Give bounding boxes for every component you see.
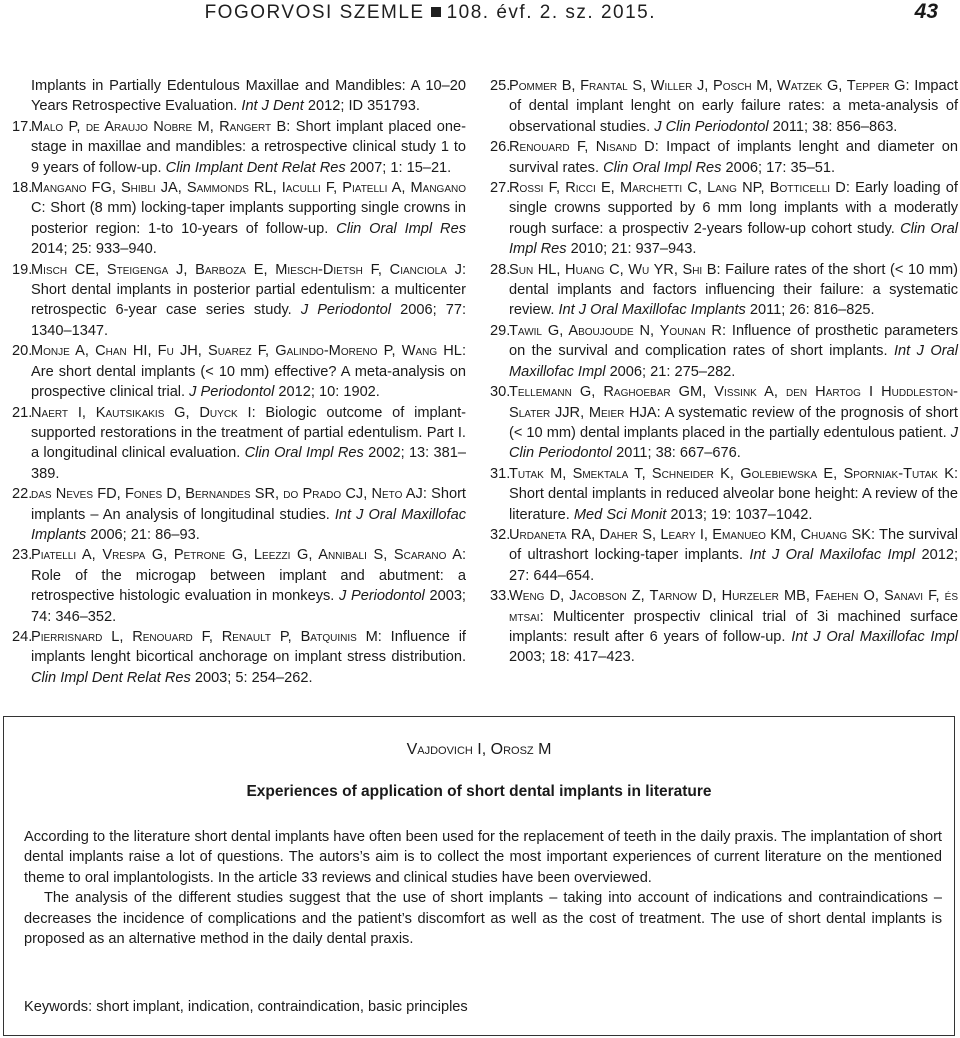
reference-citation: 2010; 21: 937–943. (566, 241, 697, 258)
reference-authors: Malo P, de Araujo Nobre M, Rangert B (31, 118, 287, 135)
reference-item (12, 178, 466, 260)
reference-citation: 2006; 21: 86–93. (86, 526, 200, 543)
reference-text (509, 260, 958, 321)
reference-journal: Clin Oral Impl Res (509, 220, 958, 258)
reference-citation: 2014; 25: 933–940. (31, 241, 157, 258)
reference-text (509, 382, 958, 464)
reference-item (12, 117, 466, 178)
keywords-list: short implant, indication, contraindication, basic principles (96, 999, 468, 1015)
reference-journal: J Periodontol (339, 588, 425, 605)
journal-name: FOGORVOSI SZEMLE (204, 2, 425, 23)
reference-authors: Pierrisnard L, Renouard F, Renault P, Batquinis M (31, 628, 378, 645)
reference-item (490, 260, 958, 321)
reference-authors: Tutak M, Smektala T, Schneider K, Golebiewska E, Sporniak-Tutak K (509, 465, 954, 482)
reference-citation: 2011; 38: 856–863. (768, 118, 898, 135)
reference-number: 26. (490, 139, 511, 156)
reference-title: : Short dental implants in reduced alveolar bone height: A review of the literature. (509, 465, 958, 523)
reference-text (31, 403, 466, 485)
reference-title: : Influence if implants lenght bicortical anchorage on implant stress distribution. (31, 628, 466, 666)
keywords-label: Keywords: (24, 999, 93, 1015)
reference-authors: Urdaneta RA, Daher S, Leary I, Emanueo KM, Chuang SK (509, 526, 871, 543)
running-head (205, 2, 656, 24)
reference-item (490, 586, 958, 668)
reference-citation: 2003; 5: 254–262. (190, 669, 313, 686)
reference-journal: Int J Oral Maxillofac Impl (791, 628, 958, 645)
reference-title: : Impact of dental implant lenght on early failure rates: a meta-analysis of observational studies. (509, 78, 958, 135)
reference-text (509, 464, 958, 525)
reference-citation: 2013; 19: 1037–1042. (666, 506, 813, 523)
reference-citation: 2003; 18: 417–423. (509, 649, 635, 666)
reference-item (490, 137, 958, 178)
reference-title: : Short implants – An analysis of longitudinal studies. (31, 486, 466, 523)
reference-authors: Tawil G, Aboujoude N, Younan R (509, 322, 722, 339)
reference-title: : Influence of prosthetic parameters on the survival and complication rates of short implants. (509, 322, 958, 360)
reference-title: : Are short dental implants (< 10 mm) effective? A meta-analysis on prospective clinical trial. (31, 343, 466, 401)
reference-text (509, 76, 958, 137)
reference-item (12, 545, 466, 627)
reference-authors: Sun HL, Huang C, Wu YR, Shi B (509, 261, 717, 278)
reference-number: 23. (12, 547, 33, 564)
reference-number: 19. (12, 261, 33, 278)
reference-number: 29. (490, 322, 511, 339)
reference-journal: J Clin Periodontol (509, 424, 959, 462)
reference-item (12, 403, 466, 485)
reference-journal: Int J Oral Maxillofac Implants (558, 302, 746, 319)
reference-journal: J Periodontol (300, 302, 392, 319)
reference-number: 30. (490, 384, 511, 401)
reference-text (31, 260, 466, 342)
reference-authors: Weng D, Jacobson Z, Tarnow D, Hurzeler MB, Faehen O, Sanavi F, és mtsai (509, 588, 958, 625)
reference-journal: J Clin Periodontol (654, 118, 769, 135)
reference-citation: 2006; 77: 1340–1347. (31, 302, 466, 339)
reference-item (12, 484, 466, 545)
issue-info: 108. évf. 2. sz. 2015. (446, 2, 656, 23)
reference-text (31, 178, 466, 260)
reference-text (31, 341, 466, 402)
reference-item (490, 321, 958, 382)
reference-text (509, 525, 958, 586)
reference-journal: Clin Impl Dent Relat Res (31, 669, 191, 686)
reference-authors: Misch CE, Steigenga J, Barboza E, Miesch-Dietsh F, Cianciola J (31, 261, 462, 278)
reference-authors: Tellemann G, Raghoebar GM, Vissink A, den Hartog I Huddleston-Slater JJR, Meier HJA (509, 384, 958, 421)
reference-authors: Monje A, Chan HI, Fu JH, Suarez F, Galindo-Moreno P, Wang HL (31, 343, 462, 360)
square-bullet-icon (431, 7, 441, 17)
reference-text (509, 137, 958, 178)
reference-journal: Clin Oral Impl Res (603, 159, 722, 176)
reference-journal: J Periodontol (189, 384, 275, 401)
reference-item (490, 464, 958, 525)
reference-title: : Impact of implants lenght and diameter on survival rates. (509, 139, 958, 176)
reference-title: : Short implant placed one-stage in maxillae and mandibles: a retrospective clinical study 1 to 9 years of follow-up. (31, 118, 466, 176)
reference-citation: 2006; 21: 275–282. (605, 363, 736, 380)
abstract-body (24, 827, 942, 949)
reference-authors: das Neves FD, Fones D, Bernandes SR, do Prado CJ, Neto AJ (31, 486, 423, 503)
reference-citation: 2002; 13: 381–389. (31, 445, 467, 482)
reference-citation: 2011; 26: 816–825. (745, 302, 875, 319)
reference-number: 17. (12, 118, 33, 135)
reference-authors: Naert I, Kautsikakis G, Duyck I (31, 404, 252, 421)
reference-journal: Clin Oral Impl Res (336, 220, 466, 237)
page-header (0, 0, 960, 30)
reference-item (490, 525, 958, 586)
reference-title: : The survival of ultrashort locking-taper implants. (509, 526, 958, 564)
reference-citation: 2003; 74: 346–352. (31, 588, 466, 625)
english-abstract (3, 716, 955, 1036)
reference-journal: Clin Implant Dent Relat Res (165, 159, 346, 176)
reference-text (31, 117, 466, 178)
reference-text (31, 484, 466, 545)
keywords (24, 999, 468, 1015)
reference-authors: Mangano FG, Shibli JA, Sammonds RL, Iaculli F, Piatelli A, Mangano C (31, 180, 466, 217)
reference-journal: Int J Oral Maxilofac Impl (749, 547, 916, 564)
reference-number: 24. (12, 628, 33, 645)
reference-number: 33. (490, 588, 511, 605)
reference-number: 20. (12, 343, 33, 360)
reference-title: : Multicenter prospectiv clinical trial of 3i machined surface implants: result after 6 years of follow-up. (509, 608, 958, 645)
reference-authors: Pommer B, Frantal S, Willer J, Posch M, Watzek G, Tepper G (509, 78, 906, 94)
reference-citation: 2007; 1: 15–21. (345, 159, 452, 176)
abstract-paragraph: According to the literature short dental implants have often been used for the replacement of teeth in the daily praxis. The implantation of short dental implants raise a lot of questions. The autors’s aim is to collect the most important experiences of current literature on the mentioned theme to oral implantologists. In the article 33 reviews and clinical studies have been overviewed. (24, 829, 942, 886)
reference-text (509, 321, 958, 382)
reference-number: 22. (12, 486, 33, 503)
reference-number (12, 76, 31, 117)
reference-journal: Int J Oral Maxillofac Impl (509, 343, 958, 380)
reference-title: : Failure rates of the short (< 10 mm) dental implants and factors influencing their failure: a systematic review. (509, 261, 958, 319)
reference-item (12, 260, 466, 342)
reference-item (490, 76, 958, 137)
reference-number: 32. (490, 526, 511, 543)
reference-item (490, 382, 958, 464)
reference-title: : Short (8 mm) locking-taper implants supporting single crowns in posterior region: 1-to 10-years of follow-up. (31, 200, 466, 237)
reference-number: 27. (490, 180, 511, 197)
reference-journal: Clin Oral Impl Res (244, 445, 364, 462)
reference-citation: 2012; ID 351793. (303, 98, 420, 115)
references-left-column (12, 76, 466, 688)
reference-citation: 2011; 38: 667–676. (612, 445, 741, 462)
page-number: 43 (914, 0, 938, 23)
abstract-authors: Vajdovich I, Orosz M (406, 741, 552, 758)
reference-text (509, 178, 958, 260)
reference-text (31, 76, 466, 117)
reference-title: : Role of the microgap between implant and abutment: a retrospective histologic evaluation in monkeys. (31, 547, 466, 605)
reference-text (31, 545, 466, 627)
reference-title: : Biologic outcome of implant-supported restorations in the treatment of partial edentulism. Part I. a longitudinal clinical evaluation. (31, 404, 466, 462)
reference-number: 21. (12, 404, 33, 421)
reference-citation: 2006; 17: 35–51. (721, 159, 836, 176)
reference-title: Implants in Partially Edentulous Maxillae and Mandibles: A 10–20 Years Retrospective Evaluation. (31, 78, 466, 115)
reference-text (509, 586, 958, 668)
reference-title: : A systematic review of the prognosis of short (< 10 mm) dental implants placed in the partially edentulous patient. (509, 404, 958, 441)
reference-authors: Rossi F, Ricci E, Marchetti C, Lang NP, Botticelli D (509, 180, 846, 197)
reference-item (490, 178, 958, 260)
reference-number: 28. (490, 261, 511, 278)
reference-title: : Short dental implants in posterior partial edentulism: a multicenter retrospectic 6-year case series study. (31, 261, 466, 319)
reference-authors: Renouard F, Nisand D (509, 139, 655, 156)
abstract-title: Experiences of application of short dental implants in literature (246, 783, 712, 800)
reference-citation: 2012; 10: 1902. (274, 384, 380, 401)
reference-number: 18. (12, 180, 33, 197)
reference-title: : Early loading of single crowns supported by 6 mm long implants with a moderatly rough surface: a prospectiv 2-years follow-up cohort study. (509, 180, 958, 237)
reference-number: 25. (490, 78, 511, 94)
reference-journal: Int J Oral Maxillofac Implants (31, 506, 466, 543)
reference-item (12, 627, 466, 688)
reference-item (12, 341, 466, 402)
references-right-column (490, 76, 958, 668)
reference-journal: Int J Dent (241, 98, 304, 115)
reference-journal: Med Sci Monit (573, 506, 667, 523)
reference-item (12, 76, 466, 117)
reference-number: 31. (490, 465, 511, 482)
reference-authors: Piatelli A, Vrespa G, Petrone G, Leezzi G, Annibali S, Scarano A (31, 547, 462, 564)
reference-citation: 2012; 27: 644–654. (509, 547, 959, 584)
reference-text (31, 627, 466, 688)
abstract-paragraph: The analysis of the different studies suggest that the use of short implants – taking into account of indications and contraindications – decreases the incidence of complications and the patient’s discomfort as well as the cost of treatment. The use of short dental implants is proposed as an alternative method in the daily dental praxis. (24, 890, 942, 948)
